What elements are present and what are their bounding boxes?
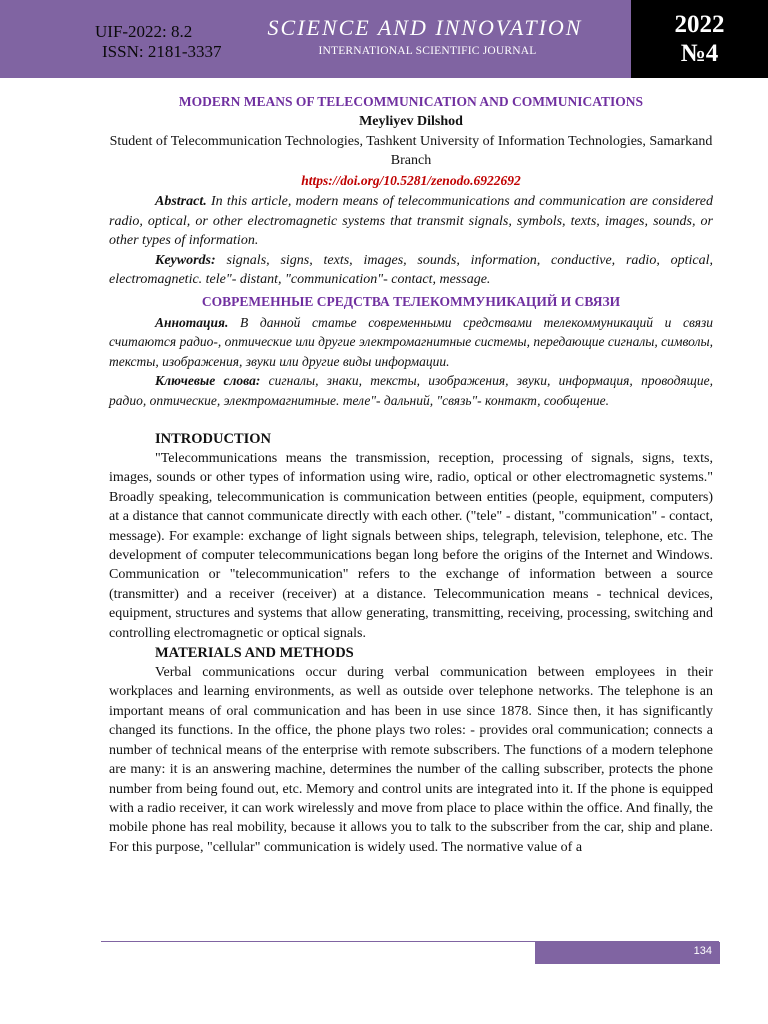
russian-keywords (109, 371, 713, 410)
russian-keywords-label: Ключевые слова: (155, 373, 261, 388)
author-affiliation: Student of Telecommunication Technologies, Tashkent University of Information Technologies, Samarkand Branch (109, 134, 713, 168)
abstract-label: Abstract. (155, 194, 207, 209)
journal-subtitle: INTERNATIONAL SCIENTIFIC JOURNAL (318, 45, 537, 57)
keywords-text: signals, signs, texts, images, sounds, information, conductive, radio, optical, electromagnetic. tele"- distant, "communication"- contact, message. (109, 252, 713, 287)
issue-year: 2022 (674, 11, 725, 38)
page-number: 134 (535, 942, 720, 964)
uif-factor: UIF-2022: 8.2 (95, 22, 193, 41)
abstract (109, 192, 713, 251)
methods-text: Verbal communications occur during verbal communication between employees in their workplaces and learning environments, as well as outside over telephone networks. The telephone is an important means of oral communication and has been in use since 1878. Since then, it has significantly changed its functions. In the office, the phone plays two roles: - provides oral communication; connects a number of technical means of the enterprise with remote subscribers. The functions of a modern telephone are many: it is an answering machine, determines the number of the calling subscriber, protects the phone number from being found out, etc. Memory and control units are integrated into it. If the phone is equipped with a radio receiver, it can work wirelessly and move from place to place within the office. And finally, the mobile phone has real mobility, because it allows you to talk to the subscriber from the car, ship and plane. For this purpose, "cellular" communication is widely used. The normative value of a (109, 665, 713, 855)
methods-heading: MATERIALS AND METHODS (155, 645, 354, 662)
russian-keywords-text: сигналы, знаки, тексты, изображения, звуки, информация, проводящие, радио, оптические, электромагнитные. теле"- дальний, "связь"- контакт, сообщение. (109, 373, 713, 408)
article-title: MODERN MEANS OF TELECOMMUNICATION AND COMMUNICATIONS (178, 94, 644, 109)
keywords (109, 251, 713, 290)
journal-header (0, 0, 768, 78)
abstract-text: In this article, modern means of telecommunications and communication are considered radio, optical, or other electromagnetic systems that transmit signals, symbols, texts, images, sounds, or other types of information. (109, 194, 713, 248)
russian-abstract-text: В данной статье современными средствами телекоммуникаций и связи считаются радио-, оптические или другие электромагнитные системы, передающие сигналы, символы, тексты, изображения, звуки или другие виды информации. (109, 314, 713, 369)
russian-abstract-label: Аннотация. (155, 314, 229, 330)
russian-abstract (109, 313, 713, 372)
keywords-label: Keywords: (155, 252, 216, 268)
header-meta (95, 22, 221, 62)
issue-number: №4 (680, 40, 719, 67)
article-author: Meyliyev Dilshod (359, 114, 463, 129)
article-content (109, 92, 713, 857)
introduction-text: "Telecommunications means the transmission, reception, processing of signals, signs, texts, images, sounds or other types of information using wire, radio, optical or other electromagnetic systems." Broadly speaking, telecommunication is communication between entities (people, equipment, computers) at a distance that cannot communicate directly with each other. ("tele" - distant, "communication" - contact, message). For example: exchange of light signals between ships, telegraph, television, telephone, etc. The development of computer telecommunications began long before the origins of the Internet and Windows. Communication or "telecommunication" refers to the exchange of information between a source (transmitter) and a receiver (receiver) at a distance. Telecommunication means - technical devices, equipment, structures and systems that allow generating, transmitting, receiving, processing, switching and controlling electromagnetic or optical signals. (109, 451, 713, 641)
issue-box (631, 0, 768, 78)
introduction-heading: INTRODUCTION (155, 431, 272, 447)
journal-name: SCIENCE AND INNOVATION (267, 15, 583, 40)
russian-title: СОВРЕМЕННЫЕ СРЕДСТВА ТЕЛЕКОММУНИКАЦИЙ И СВЯЗИ (201, 293, 621, 309)
issn: ISSN: 2181-3337 (102, 42, 222, 61)
doi-link[interactable]: https://doi.org/10.5281/zenodo.6922692 (301, 173, 521, 188)
